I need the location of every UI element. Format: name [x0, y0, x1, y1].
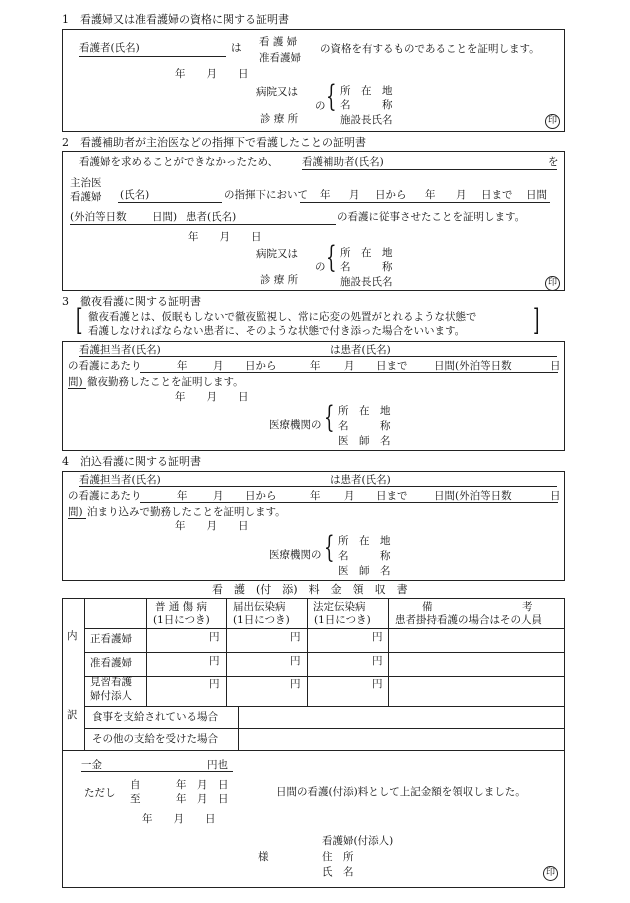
table-row: 准看護婦 [90, 657, 132, 669]
receipt-title: 看 護 (付 添) 料 金 領 収 書 [212, 583, 408, 596]
section3-box [62, 341, 565, 451]
section4-title: 4 泊込看護に関する証明書 [62, 455, 201, 468]
seal-icon: 印 [545, 276, 560, 291]
section4-box [62, 471, 565, 581]
section2-title: 2 看護補助者が主治医などの指揮下で看護したことの証明書 [62, 136, 366, 149]
seal-icon: 印 [545, 114, 560, 129]
nurse-name-label: 看護者(氏名) [79, 42, 140, 54]
section1-title: 1 看護婦又は准看護婦の資格に関する証明書 [62, 13, 289, 26]
date-line: 年 月 日 [175, 68, 249, 80]
seal-icon: 印 [543, 866, 558, 881]
table-row: 正看護婦 [90, 633, 132, 645]
section3-title: 3 徹夜看護に関する証明書 [62, 295, 201, 308]
